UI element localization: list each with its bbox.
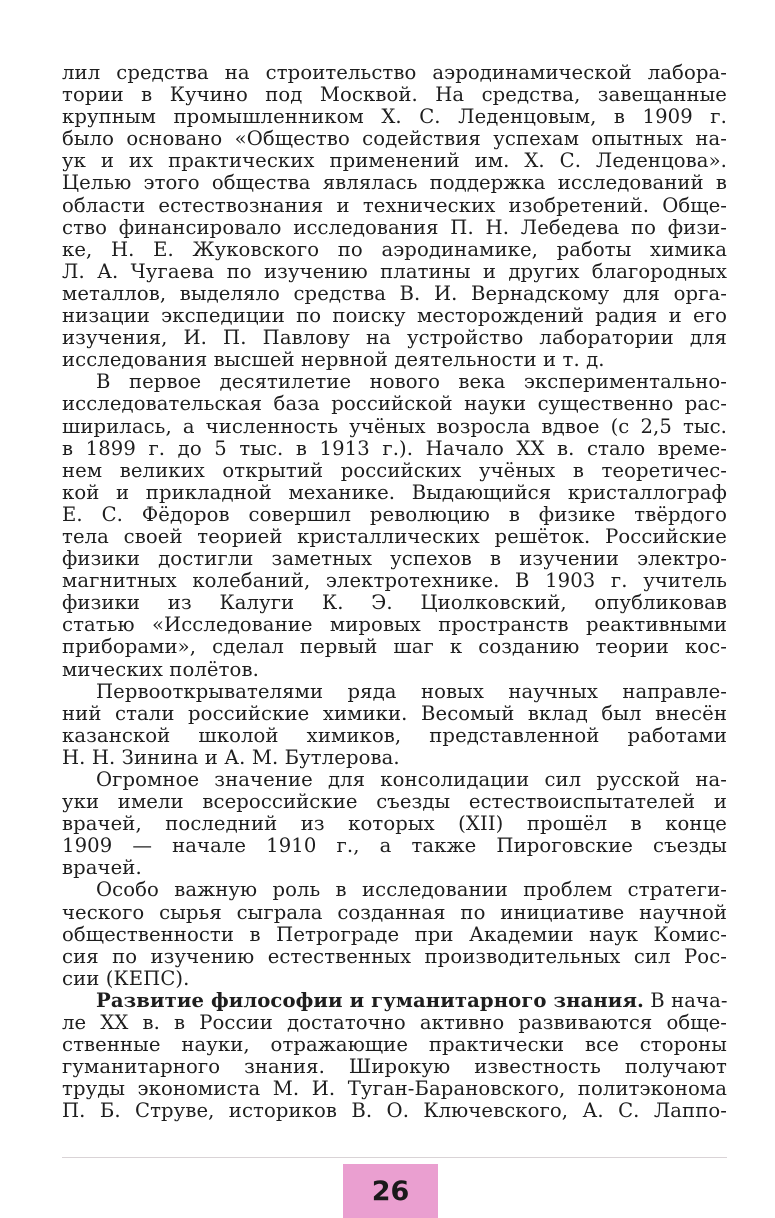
text-line: Л. А. Чугаева по изучению платины и других благородных: [62, 259, 727, 283]
text-line: Н. Н. Зинина и А. М. Бутлерова.: [62, 745, 400, 769]
text-line: ук и их практических применений им. Х. С. Леденцова».: [62, 149, 727, 173]
paragraph-start: Огромное значение для консолидации сил русской на-: [96, 768, 727, 791]
text-line: П. Б. Струве, историков В. О. Ключевского, А. С. Лаппо-: [62, 1099, 727, 1123]
text-fragment: В нача-: [650, 988, 728, 1012]
text-line: ширилась, а численность учёных возросла вдвое (с 2,5 тыс.: [62, 414, 727, 438]
text-line: физики достигли заметных успехов в изучении электро-: [62, 547, 727, 571]
paragraph-start: Первооткрывателями ряда новых научных направле-: [96, 679, 727, 703]
text-line: статью «Исследование мировых пространств реактивными: [62, 613, 727, 637]
text-line: Целью этого общества являлась поддержка исследований в: [62, 171, 727, 195]
text-line: тории в Кучино под Москвой. На средства, завещанные: [62, 83, 727, 107]
footer-divider: [62, 1157, 727, 1158]
text-line: изучения, И. П. Павлову на устройство лаборатории для: [62, 326, 727, 350]
text-line: 1909 — начале 1910 г., а также Пироговские съезды: [62, 834, 727, 858]
text-line: сия по изучению естественных производительных сил Рос-: [62, 944, 727, 968]
paragraph-start: Особо важную роль в исследовании проблем стратеги-: [96, 878, 727, 902]
page-number-badge: [343, 1164, 438, 1218]
text-line: ство финансировало исследования П. Н. Лебедева по физи-: [62, 215, 727, 239]
text-line: исследовательская база российской науки существенно рас-: [62, 392, 727, 416]
text-line: приборами», сделал первый шаг к созданию теории кос-: [62, 635, 727, 659]
text-line: сии (КЕПС).: [62, 966, 190, 990]
text-line: было основано «Общество содействия успехам опытных на-: [62, 127, 727, 151]
section-paragraph-start: [62, 990, 727, 1012]
text-line: ле XX в. в России достаточно активно развиваются обще-: [62, 1011, 727, 1035]
text-line: труды экономиста М. И. Туган-Барановского, политэконома: [62, 1077, 727, 1101]
text-line: уки имели всероссийские съезды естествоиспытателей и: [62, 790, 727, 814]
text-line: лил средства на строительство аэродинамической лабора-: [62, 61, 727, 84]
text-line: кой и прикладной механике. Выдающийся кристаллограф: [62, 480, 727, 504]
text-line: общественности в Петрограде при Академии наук Комис-: [62, 922, 727, 946]
paragraph-start: В первое десятилетие нового века экспериментально-: [96, 370, 727, 394]
text-line: крупным промышленником Х. С. Леденцовым, в 1909 г.: [62, 105, 727, 129]
text-line: нем великих открытий российских учёных в теоретичес-: [62, 458, 727, 482]
text-line: ственные науки, отражающие практически все стороны: [62, 1033, 727, 1057]
text-line: низации экспедиции по поиску месторождений радия и его: [62, 304, 727, 328]
text-line: Е. С. Фёдоров совершил революцию в физике твёрдого: [62, 502, 727, 526]
text-line: тела своей теорией кристаллических решёток. Российские: [62, 524, 727, 548]
section-heading: Развитие философии и гуманитарного знания.: [96, 988, 644, 1012]
text-line: области естествознания и технических изобретений. Обще-: [62, 193, 727, 217]
text-line: казанской школой химиков, представленной работами: [62, 723, 727, 747]
text-line: в 1899 г. до 5 тыс. в 1913 г.). Начало XX в. стало време-: [62, 436, 727, 460]
text-line: исследования высшей нервной деятельности и т. д.: [62, 348, 605, 372]
text-line: ческого сырья сыграла созданная по инициативе научной: [62, 900, 727, 924]
text-line: врачей.: [62, 856, 142, 880]
text-line: ке, Н. Е. Жуковского по аэродинамике, работы химика: [62, 237, 727, 261]
text-line: гуманитарного знания. Широкую известность получают: [62, 1055, 727, 1079]
text-line: металлов, выделяло средства В. И. Вернадскому для орга-: [62, 281, 727, 305]
text-line: магнитных колебаний, электротехнике. В 1903 г. учитель: [62, 569, 727, 593]
text-line: мических полётов.: [62, 657, 259, 681]
text-line: врачей, последний из которых (XII) прошёл в конце: [62, 812, 727, 836]
page-number: 26: [371, 1175, 410, 1207]
page-text: [62, 62, 727, 1123]
text-line: ний стали российские химики. Весомый вклад был внесён: [62, 701, 727, 725]
text-line: физики из Калуги К. Э. Циолковский, опубликовав: [62, 591, 727, 615]
